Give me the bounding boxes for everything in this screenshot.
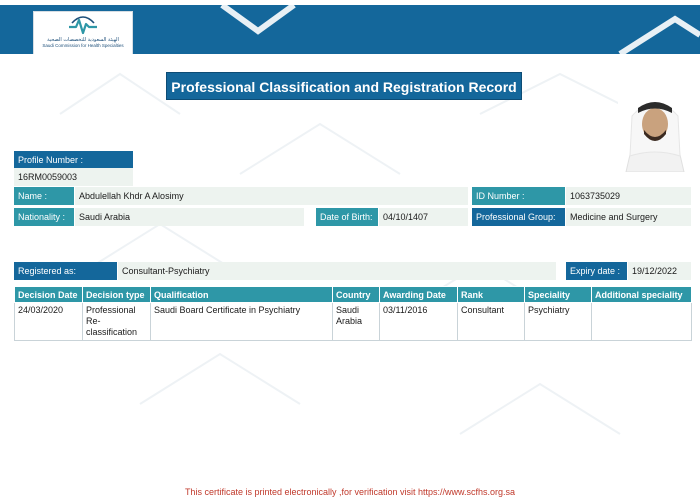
column-header-decision-date: Decision Date xyxy=(15,287,83,303)
cell-awarding-date: 03/11/2016 xyxy=(380,303,458,341)
column-header-qualification: Qualification xyxy=(151,287,333,303)
cell-qualification: Saudi Board Certificate in Psychiatry xyxy=(151,303,333,341)
registered-as-value: Consultant-Psychiatry xyxy=(118,262,556,280)
professional-group-label: Professional Group: xyxy=(472,208,565,226)
logo-arabic-text: الهيئة السعودية للتخصصات الصحية xyxy=(47,37,119,43)
name-value: Abdulellah Khdr A Alosimy xyxy=(75,187,468,205)
column-header-decision-type: Decision type xyxy=(83,287,151,303)
profile-number-label: Profile Number : xyxy=(14,151,133,169)
date-of-birth-value: 04/10/1407 xyxy=(379,208,468,226)
name-label: Name : xyxy=(14,187,74,205)
expiry-date-label: Expiry date : xyxy=(566,262,627,280)
date-of-birth-label: Date of Birth: xyxy=(316,208,378,226)
logo-english-text: Saudi Commission for Health Specialties xyxy=(42,43,124,48)
heartbeat-logo-icon xyxy=(66,15,100,37)
column-header-rank: Rank xyxy=(458,287,525,303)
profile-number-value: 16RM0059003 xyxy=(14,168,133,186)
column-header-country: Country xyxy=(333,287,380,303)
column-header-additional-speciality: Additional speciality xyxy=(592,287,692,303)
cell-decision-date: 24/03/2020 xyxy=(15,303,83,341)
table-header-row xyxy=(15,287,692,303)
profile-photo xyxy=(618,86,692,172)
qualifications-table xyxy=(14,286,692,341)
column-header-awarding-date: Awarding Date xyxy=(380,287,458,303)
nationality-label: Nationality : xyxy=(14,208,74,226)
id-number-label: ID Number : xyxy=(472,187,565,205)
scfhs-logo xyxy=(33,11,133,54)
cell-additional-speciality xyxy=(592,303,692,341)
header-bar xyxy=(0,5,700,54)
table-row xyxy=(15,303,692,341)
registered-as-label: Registered as: xyxy=(14,262,117,280)
column-header-speciality: Speciality xyxy=(525,287,592,303)
verification-footer: This certificate is printed electronically ,for verification visit https://www.scfhs.org.sa xyxy=(184,487,516,497)
document-title: Professional Classification and Registration Record xyxy=(166,72,522,100)
expiry-date-value: 19/12/2022 xyxy=(628,262,691,280)
cell-rank: Consultant xyxy=(458,303,525,341)
cell-speciality: Psychiatry xyxy=(525,303,592,341)
cell-country: Saudi Arabia xyxy=(333,303,380,341)
cell-decision-type: Professional Re-classification xyxy=(83,303,151,341)
professional-group-value: Medicine and Surgery xyxy=(566,208,691,226)
id-number-value: 1063735029 xyxy=(566,187,691,205)
nationality-value: Saudi Arabia xyxy=(75,208,304,226)
person-photo-icon xyxy=(618,86,692,172)
